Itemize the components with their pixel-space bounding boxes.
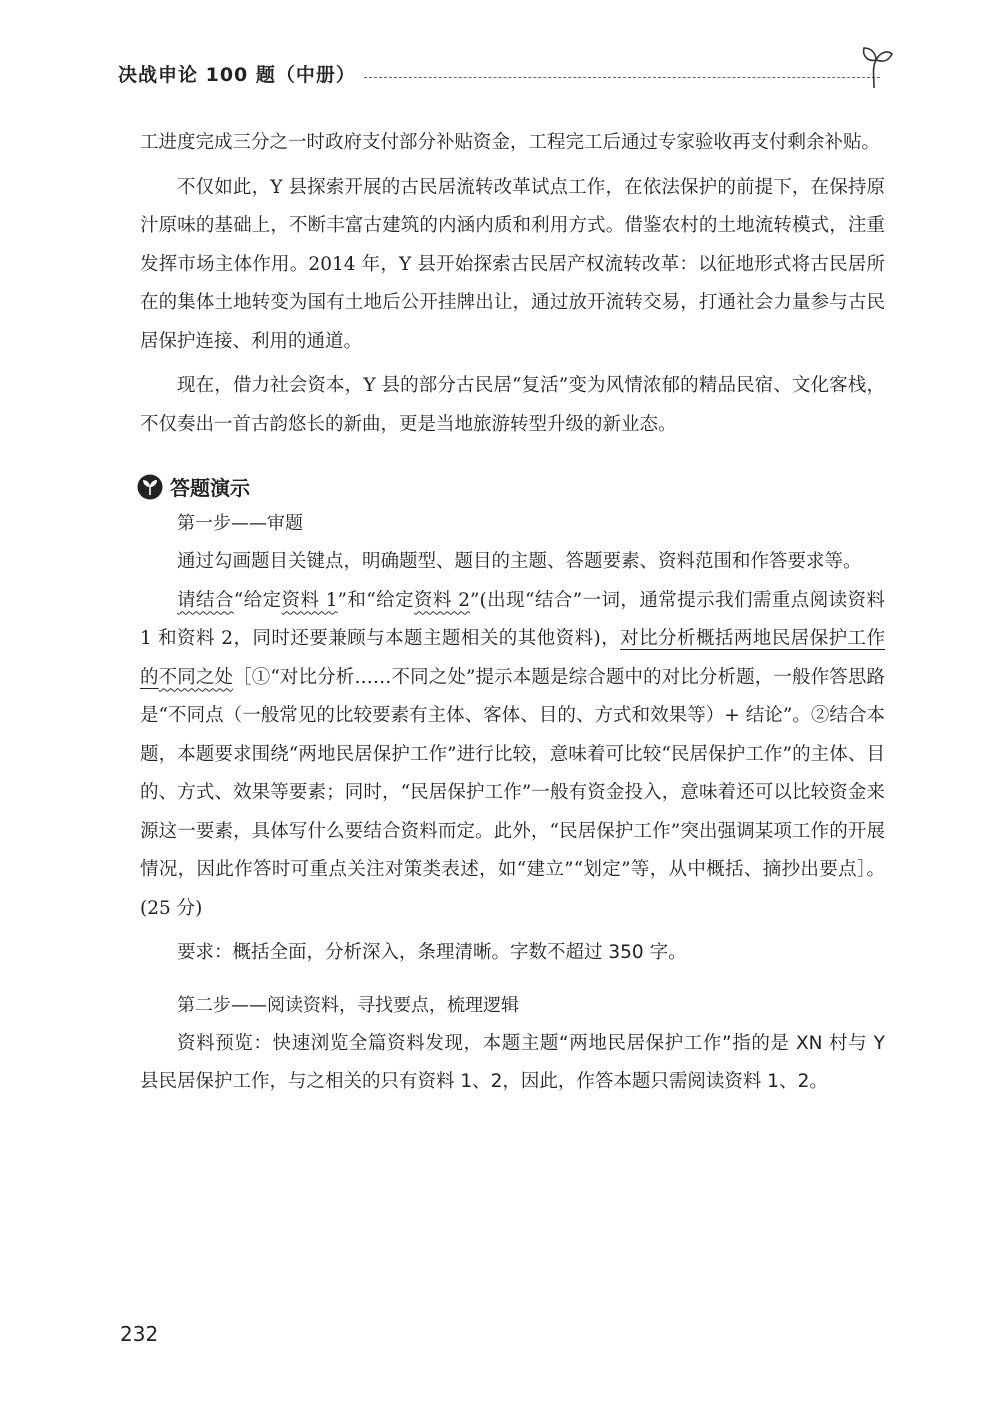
section-heading <box>137 472 885 501</box>
leaf-circle-icon <box>137 474 163 500</box>
sprout-icon <box>854 40 894 90</box>
keyword-highlight: 资料 1 <box>281 589 338 611</box>
paragraph: 现在，借力社会资本，Y 县的部分古民居“复活”变为风情浓郁的精品民宿、文化客栈，不仅奏出一首古韵悠长的新曲，更是当地旅游转型升级的新业态。 <box>140 375 885 435</box>
paragraph: 不仅如此，Y 县探索开展的古民居流转改革试点工作，在依法保护的前提下，在保持原汁原味的基础上，不断丰富古建筑的内涵内质和利用方式。借鉴农村的土地流转模式，注重发挥市场主体作用。2014 年，Y 县开始探索古民居产权流转改革：以征地形式将古民居所在的集体土地转变为国有土地后公开挂牌出让，通过放开流转交易，打通社会力量参与古民居保护连接、利用的通道。 <box>140 176 885 352</box>
book-title: 决战申论 100 题（中册） <box>118 63 356 86</box>
step-title: 第二步——阅读资料，寻找要点，梳理逻辑 <box>177 994 519 1016</box>
header-rule <box>364 77 880 78</box>
keyword-underline: 概括两地民居保护工作的 <box>140 628 885 688</box>
question-text: “给定 <box>233 589 282 611</box>
page-content <box>140 124 885 1102</box>
paragraph: 工进度完成三分之一时政府支付部分补贴资金，工程完工后通过专家验收再支付剩余补贴。 <box>140 132 881 153</box>
keyword-highlight: 不同之处 <box>158 666 234 688</box>
running-header <box>118 58 880 88</box>
question-paragraph <box>140 582 885 929</box>
question-text: ”(出现“结合”一词，通常提示我们需重点阅读资料 1 和资料 2，同时还要兼顾与本题主题相关的其他资料)， <box>140 589 885 649</box>
step-title: 第一步——审题 <box>177 513 303 534</box>
preview-paragraph: 资料预览：快速浏览全篇资料发现，本题主题“两地民居保护工作”指的是 XN 村与 Y 县民居保护工作，与之相关的只有资料 1、2，因此，作答本题只需阅读资料 1、2。 <box>140 1032 885 1092</box>
keyword-underline: 对比分析 <box>620 628 696 649</box>
paragraph: 通过勾画题目关键点，明确题型、题目的主题、答题要素、资料范围和作答要求等。 <box>177 551 862 572</box>
requirement: 要求：概括全面，分析深入，条理清晰。字数不超过 350 字。 <box>177 942 687 963</box>
section-title: 答题演示 <box>170 476 250 500</box>
question-text: ［①“对比分析……不同之处”提示本题是综合题中的对比分析题，一般作答思路是“不同点（一般常见的比较要素有主体、客体、目的、方式和效果等）+ 结论”。②结合本题，本题要求围绕“两地民居保护工作”进行比较，意味着可比较“民居保护工作”的主体、目的、方式、效果等要素；同时，“民居保护工作”一般有资金投入，意味着还可以比较资金来源这一要素，具体写什么要结合资料而定。此外，“民居保护工作”突出强调某项工作的开展情况，因此作答时可重点关注对策类表述，如“建立”“划定”等，从中概括、摘抄出要点］。(25 分) <box>140 666 885 919</box>
keyword-highlight: 请结合 <box>177 589 234 611</box>
keyword-highlight: 资料 2 <box>414 589 470 611</box>
question-text: ”和“给定 <box>337 589 415 611</box>
page-number: 232 <box>120 1322 159 1346</box>
